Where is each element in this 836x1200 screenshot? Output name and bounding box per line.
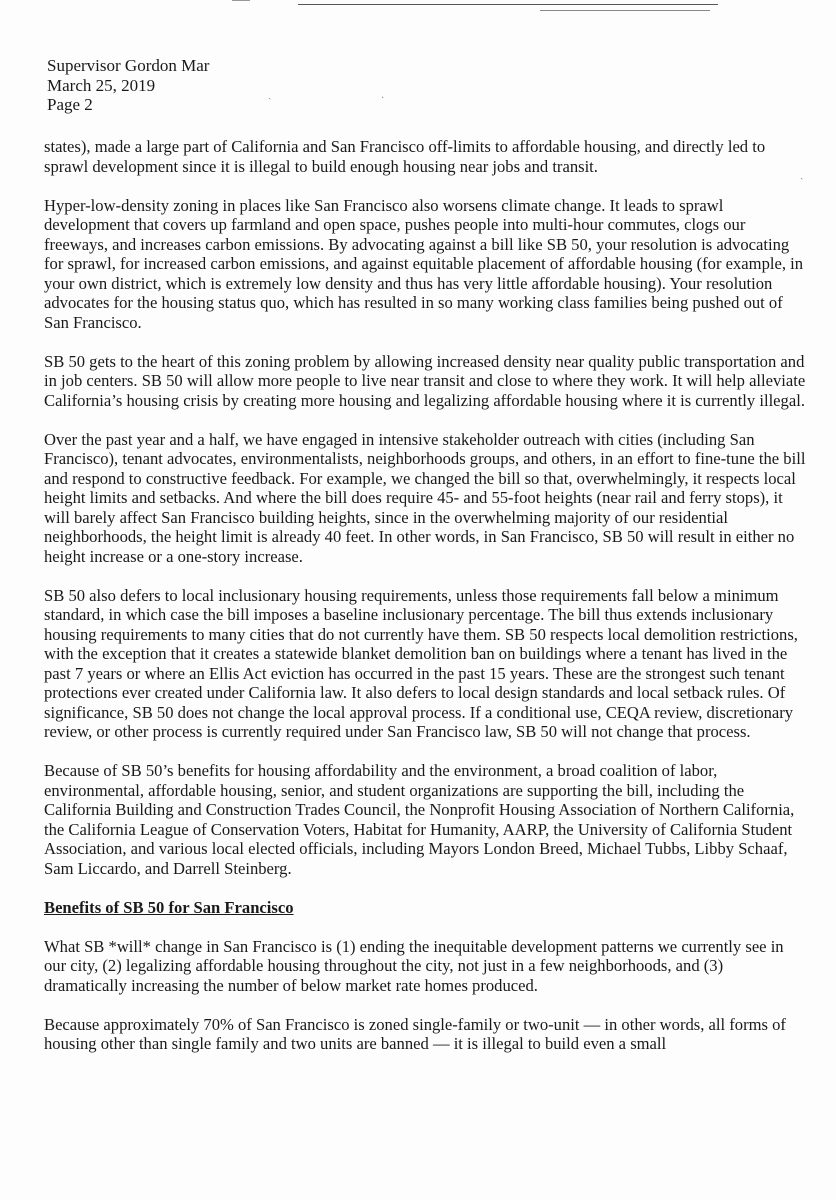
letter-header	[47, 56, 209, 115]
section-heading: Benefits of SB 50 for San Francisco	[44, 897, 294, 917]
body-paragraph: What SB *will* change in San Francisco is (1) ending the inequitable development patterns we currently see in our city, (2) legalizing affordable housing throughout the city, not just in a few neighborhoods, and (3) dramatically increasing the number of below market rate homes produced.	[44, 936, 784, 995]
top-rule	[298, 4, 718, 5]
body-paragraph: Hyper-low-density zoning in places like San Francisco also worsens climate change. It leads to sprawl development that covers up farmland and open space, pushes people into multi-hour commutes, clogs our freeways, and increases carbon emissions. By advocating against a bill like SB 50, your resolution is advocating for sprawl, for increased carbon emissions, and against equitable placement of affordable housing (for example, in your own district, which is extremely low density and thus has very little affordable housing). Your resolution advocates for the housing status quo, which has resulted in so many working class families being pushed out of San Francisco.	[44, 195, 804, 332]
recipient-line: Supervisor Gordon Mar	[47, 56, 210, 75]
date-line: March 25, 2019	[47, 75, 156, 95]
body-paragraph: states), made a large part of California and San Francisco off-limits to affordable housing, and directly led to sprawl development since it is illegal to build enough housing near jobs and transit.	[44, 137, 766, 176]
body-paragraph: SB 50 gets to the heart of this zoning problem by allowing increased density near quality public transportation and in job centers. SB 50 will allow more people to live near transit and close to where they work. It will help alleviate California’s housing crisis by creating more housing and legalizing affordable housing where it is currently illegal.	[44, 351, 806, 410]
letter-body	[44, 137, 806, 1073]
body-paragraph: Because of SB 50’s benefits for housing affordability and the environment, a broad coalition of labor, environmental, affordable housing, senior, and student organizations are supporting the bill, including the California Building and Construction Trades Council, the Nonprofit Housing Association of Northern California, the California League of Conservation Voters, Habitat for Humanity, AARP, the University of California Student Association, and various local elected officials, including Mayors London Breed, Michael Tubbs, Libby Schaaf, Sam Liccardo, and Darrell Steinberg.	[44, 761, 795, 878]
scan-speck: ·	[381, 93, 385, 104]
page-number-line: Page 2	[47, 95, 93, 114]
top-rule-secondary	[540, 10, 710, 11]
scan-speck: ˏ	[800, 169, 804, 180]
body-paragraph: Over the past year and a half, we have engaged in intensive stakeholder outreach with cities (including San Francisco), tenant advocates, environmentalists, neighborhoods groups, and others, in an effort to fine-tune the bill and respond to constructive feedback. For example, we changed the bill so that, overwhelmingly, it respects local height limits and setbacks. And where the bill does require 45- and 55-foot heights (near rail and ferry stops), it will barely affect San Francisco building heights, since in the overwhelming majority of our residential neighborhoods, the height limit is already 40 feet. In other words, in San Francisco, SB 50 will result in either no height increase or a one-story increase.	[44, 429, 806, 566]
scan-speck: ˏ	[268, 89, 272, 100]
body-paragraph: SB 50 also defers to local inclusionary housing requirements, unless those requirements fall below a minimum standard, in which case the bill imposes a baseline inclusionary percentage. The bill thus extends inclusionary housing requirements to many cities that do not currently have them. SB 50 respects local demolition restrictions, with the exception that it creates a statewide blanket demolition ban on buildings where a tenant has lived in the past 7 years or where an Ellis Act eviction has occurred in the past 15 years. These are the strongest such tenant protections ever created under California law. It also defers to local design standards and local setback rules. Of significance, SB 50 does not change the local approval process. If a conditional use, CEQA review, discretionary review, or other process is currently required under San Francisco law, SB 50 will not change that process.	[44, 585, 798, 741]
body-paragraph: Because approximately 70% of San Francisco is zoned single-family or two-unit — in other words, all forms of housing other than single family and two units are banned — it is illegal to build even a small	[44, 1014, 786, 1053]
scan-mark	[232, 0, 250, 1]
